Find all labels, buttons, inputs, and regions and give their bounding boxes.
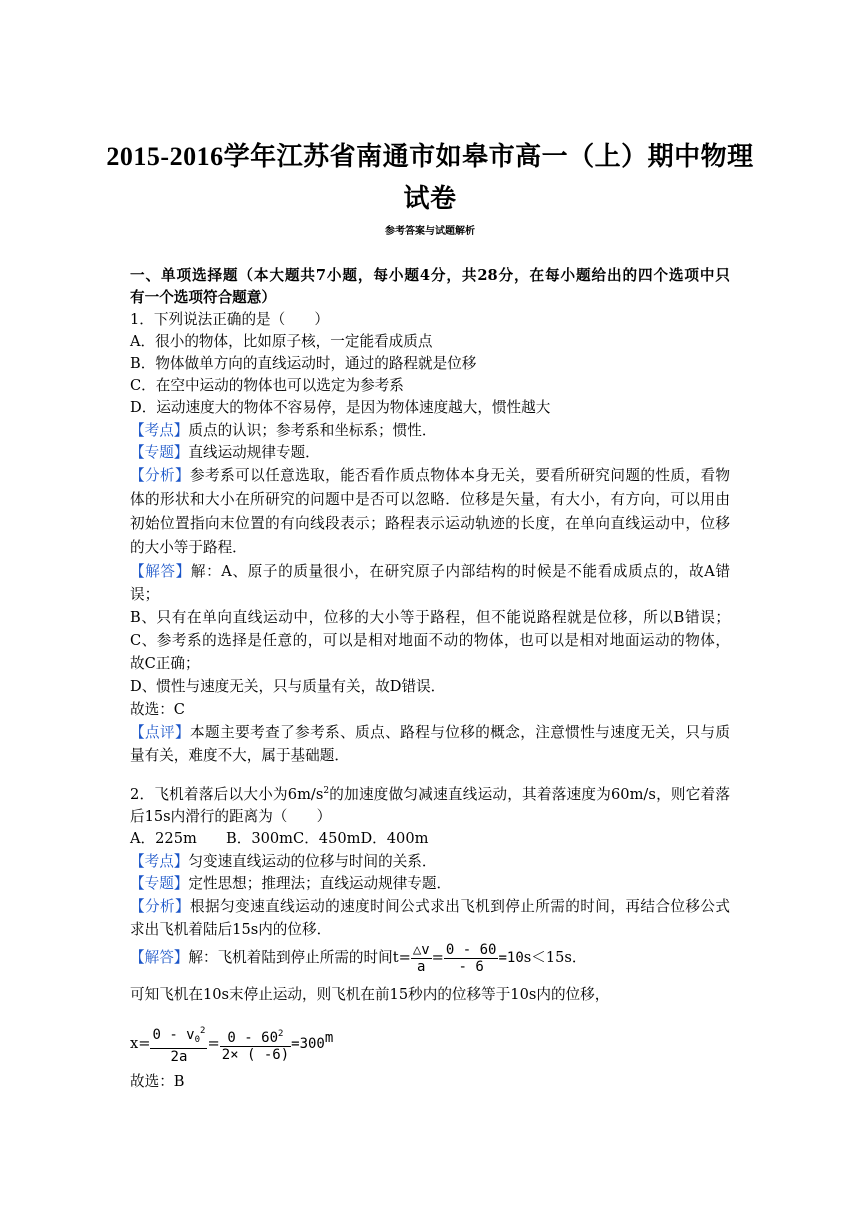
subscript: 0 xyxy=(194,1035,201,1045)
q1-dianping-line-2: 量有关，难度不大，属于基础题． xyxy=(130,747,349,764)
symbolic-displacement-fraction xyxy=(150,1023,207,1065)
superscript: 2 xyxy=(200,1026,206,1036)
numeric-displacement-fraction xyxy=(220,1026,291,1063)
q1-fenxi-text-1: 参考系可以任意选取，能否看作质点物体本身无关，要看所研究问题的性质，看物 xyxy=(190,467,730,484)
q1-kaodian-text: 质点的认识；参考系和坐标系；惯性． xyxy=(188,422,437,439)
q1-fenxi-line-4: 的大小等于路程． xyxy=(130,539,247,556)
unit-m: m xyxy=(324,1030,334,1046)
fraction-numerator: △v xyxy=(412,941,430,958)
q1-jieda-line-3: B、只有在单向直线运动中，位移的大小等于路程，但不能说路程就是位移，所以B错误； xyxy=(130,609,730,626)
delta-v-over-a-fraction xyxy=(411,942,432,975)
fenxi-tag: 【分析】 xyxy=(130,467,191,484)
q1-stem: 1．下列说法正确的是（ ） xyxy=(130,311,330,328)
q2-fenxi-line-1 xyxy=(130,896,730,918)
q1-zhuanti xyxy=(130,442,730,464)
q1-answer: 故选：C xyxy=(130,701,185,718)
q2-kaodian-text: 匀变速直线运动的位移与时间的关系． xyxy=(188,853,437,870)
q2-stem-line-2: 后15s内滑行的距离为（ ） xyxy=(130,808,332,825)
q2-zhuanti xyxy=(130,873,730,895)
q2-jieda-text-1a: 解：飞机着陆到停止所需的时间t= xyxy=(188,949,411,966)
q2-jieda-line-1 xyxy=(130,940,730,976)
q1-fenxi-line-3: 初始位置指向末位置的有向线段表示；路程表示运动轨迹的长度，在单向直线运动中，位移 xyxy=(130,515,730,532)
jieda-tag: 【解答】 xyxy=(130,563,191,580)
jieda-tag: 【解答】 xyxy=(130,949,189,966)
q1-jieda-line-4: C、参考系的选择是任意的，可以是相对地面不动的物体，也可以是相对地面运动的物体， xyxy=(130,632,730,649)
section-heading-line-1: 一、单项选择题（本大题共7小题，每小题4分，共28分，在每小题给出的四个选项中只 xyxy=(130,267,730,284)
q2-answer: 故选：B xyxy=(130,1073,185,1090)
time-result: =10 xyxy=(498,950,524,966)
q2-stem-line-1 xyxy=(130,784,730,806)
section-heading-line-2: 有一个选项符合题意） xyxy=(130,289,276,306)
fraction-denominator: - 6 xyxy=(458,958,484,975)
numerator-text: 0 - v xyxy=(152,1027,195,1043)
q2-displacement-formula xyxy=(130,1016,730,1065)
fenxi-tag: 【分析】 xyxy=(130,898,191,915)
q2-stem-superscript: 2 xyxy=(323,786,330,796)
fraction-denominator: 2× ( -6) xyxy=(221,1046,290,1063)
displacement-result: =300 xyxy=(291,1036,325,1052)
q2-stem-text-b: 的加速度做匀减速直线运动，其着落速度为60m/s，则它着落 xyxy=(329,786,730,803)
document-title-line-2: 试卷 xyxy=(403,184,457,213)
x-label: x= xyxy=(130,1035,151,1052)
q2-fenxi-line-2: 求出飞机着陆后15s内的位移． xyxy=(130,921,332,938)
q1-kaodian xyxy=(130,420,730,442)
q1-jieda-line-5: 故C正确； xyxy=(130,655,200,672)
kaodian-tag: 【考点】 xyxy=(130,853,189,870)
q2-kaodian xyxy=(130,851,730,873)
q2-jieda-line-2: 可知飞机在10s末停止运动，则飞机在前15秒内的位移等于10s内的位移， xyxy=(130,986,610,1003)
document-subtitle: 参考答案与试题解析 xyxy=(385,226,475,237)
zhuanti-tag: 【专题】 xyxy=(130,875,189,892)
q1-fenxi-line-2: 体的形状和大小在所研究的问题中是否可以忽略．位移是矢量，有大小，有方向，可以用由 xyxy=(130,491,730,508)
fraction-numerator: 0 - 60 xyxy=(445,941,497,958)
q1-jieda-text-1: 解：A、原子的质量很小，在研究原子内部结构的时候是不能看成质点的，故A错 xyxy=(190,563,730,580)
q1-jieda-line-1 xyxy=(130,561,730,583)
superscript: 2 xyxy=(278,1028,284,1039)
q2-stem-text-a: 2．飞机着落后以大小为6m/s xyxy=(130,786,324,803)
kaodian-tag: 【考点】 xyxy=(130,422,189,439)
q1-option-d: D．运动速度大的物体不容易停，是因为物体速度越大，惯性越大 xyxy=(130,399,551,416)
fraction-numerator xyxy=(220,1026,291,1047)
fraction-numerator xyxy=(150,1023,207,1049)
q1-option-c: C．在空中运动的物体也可以选定为参考系 xyxy=(130,377,404,394)
fraction-denominator: 2a xyxy=(170,1049,188,1065)
q2-options: A．225m B．300mC．450mD．400m xyxy=(130,830,429,847)
zhuanti-tag: 【专题】 xyxy=(130,444,189,461)
equals-sign: = xyxy=(207,1035,220,1052)
document-title-line-1: 2015-2016学年江苏省南通市如皋市高一（上）期中物理 xyxy=(106,142,754,171)
equals-sign: = xyxy=(431,949,444,966)
q1-fenxi-line-1 xyxy=(130,465,730,487)
q1-option-a: A．很小的物体，比如原子核，一定能看成质点 xyxy=(130,333,433,350)
q1-jieda-line-6: D、惯性与速度无关，只与质量有关，故D错误． xyxy=(130,678,446,695)
q1-dianping-line-1 xyxy=(130,722,730,744)
q2-fenxi-text-1: 根据匀变速直线运动的速度时间公式求出飞机到停止所需的时间，再结合位移公式 xyxy=(190,898,730,915)
q1-zhuanti-text: 直线运动规律专题． xyxy=(188,444,320,461)
q1-option-b: B．物体做单方向的直线运动时，通过的路程就是位移 xyxy=(130,355,477,372)
numerator-text: 0 - 60 xyxy=(227,1029,278,1046)
q2-zhuanti-text: 定性思想；推理法；直线运动规律专题． xyxy=(188,875,452,892)
fraction-denominator: a xyxy=(417,958,426,975)
dianping-tag: 【点评】 xyxy=(130,724,191,741)
q1-jieda-line-2: 误； xyxy=(130,586,160,603)
q1-dianping-text-1: 本题主要考查了参考系、质点、路程与位移的概念，注意惯性与速度无关，只与质 xyxy=(190,724,730,741)
numeric-fraction xyxy=(444,942,499,975)
q2-jieda-text-1b: s＜15s． xyxy=(523,949,587,966)
